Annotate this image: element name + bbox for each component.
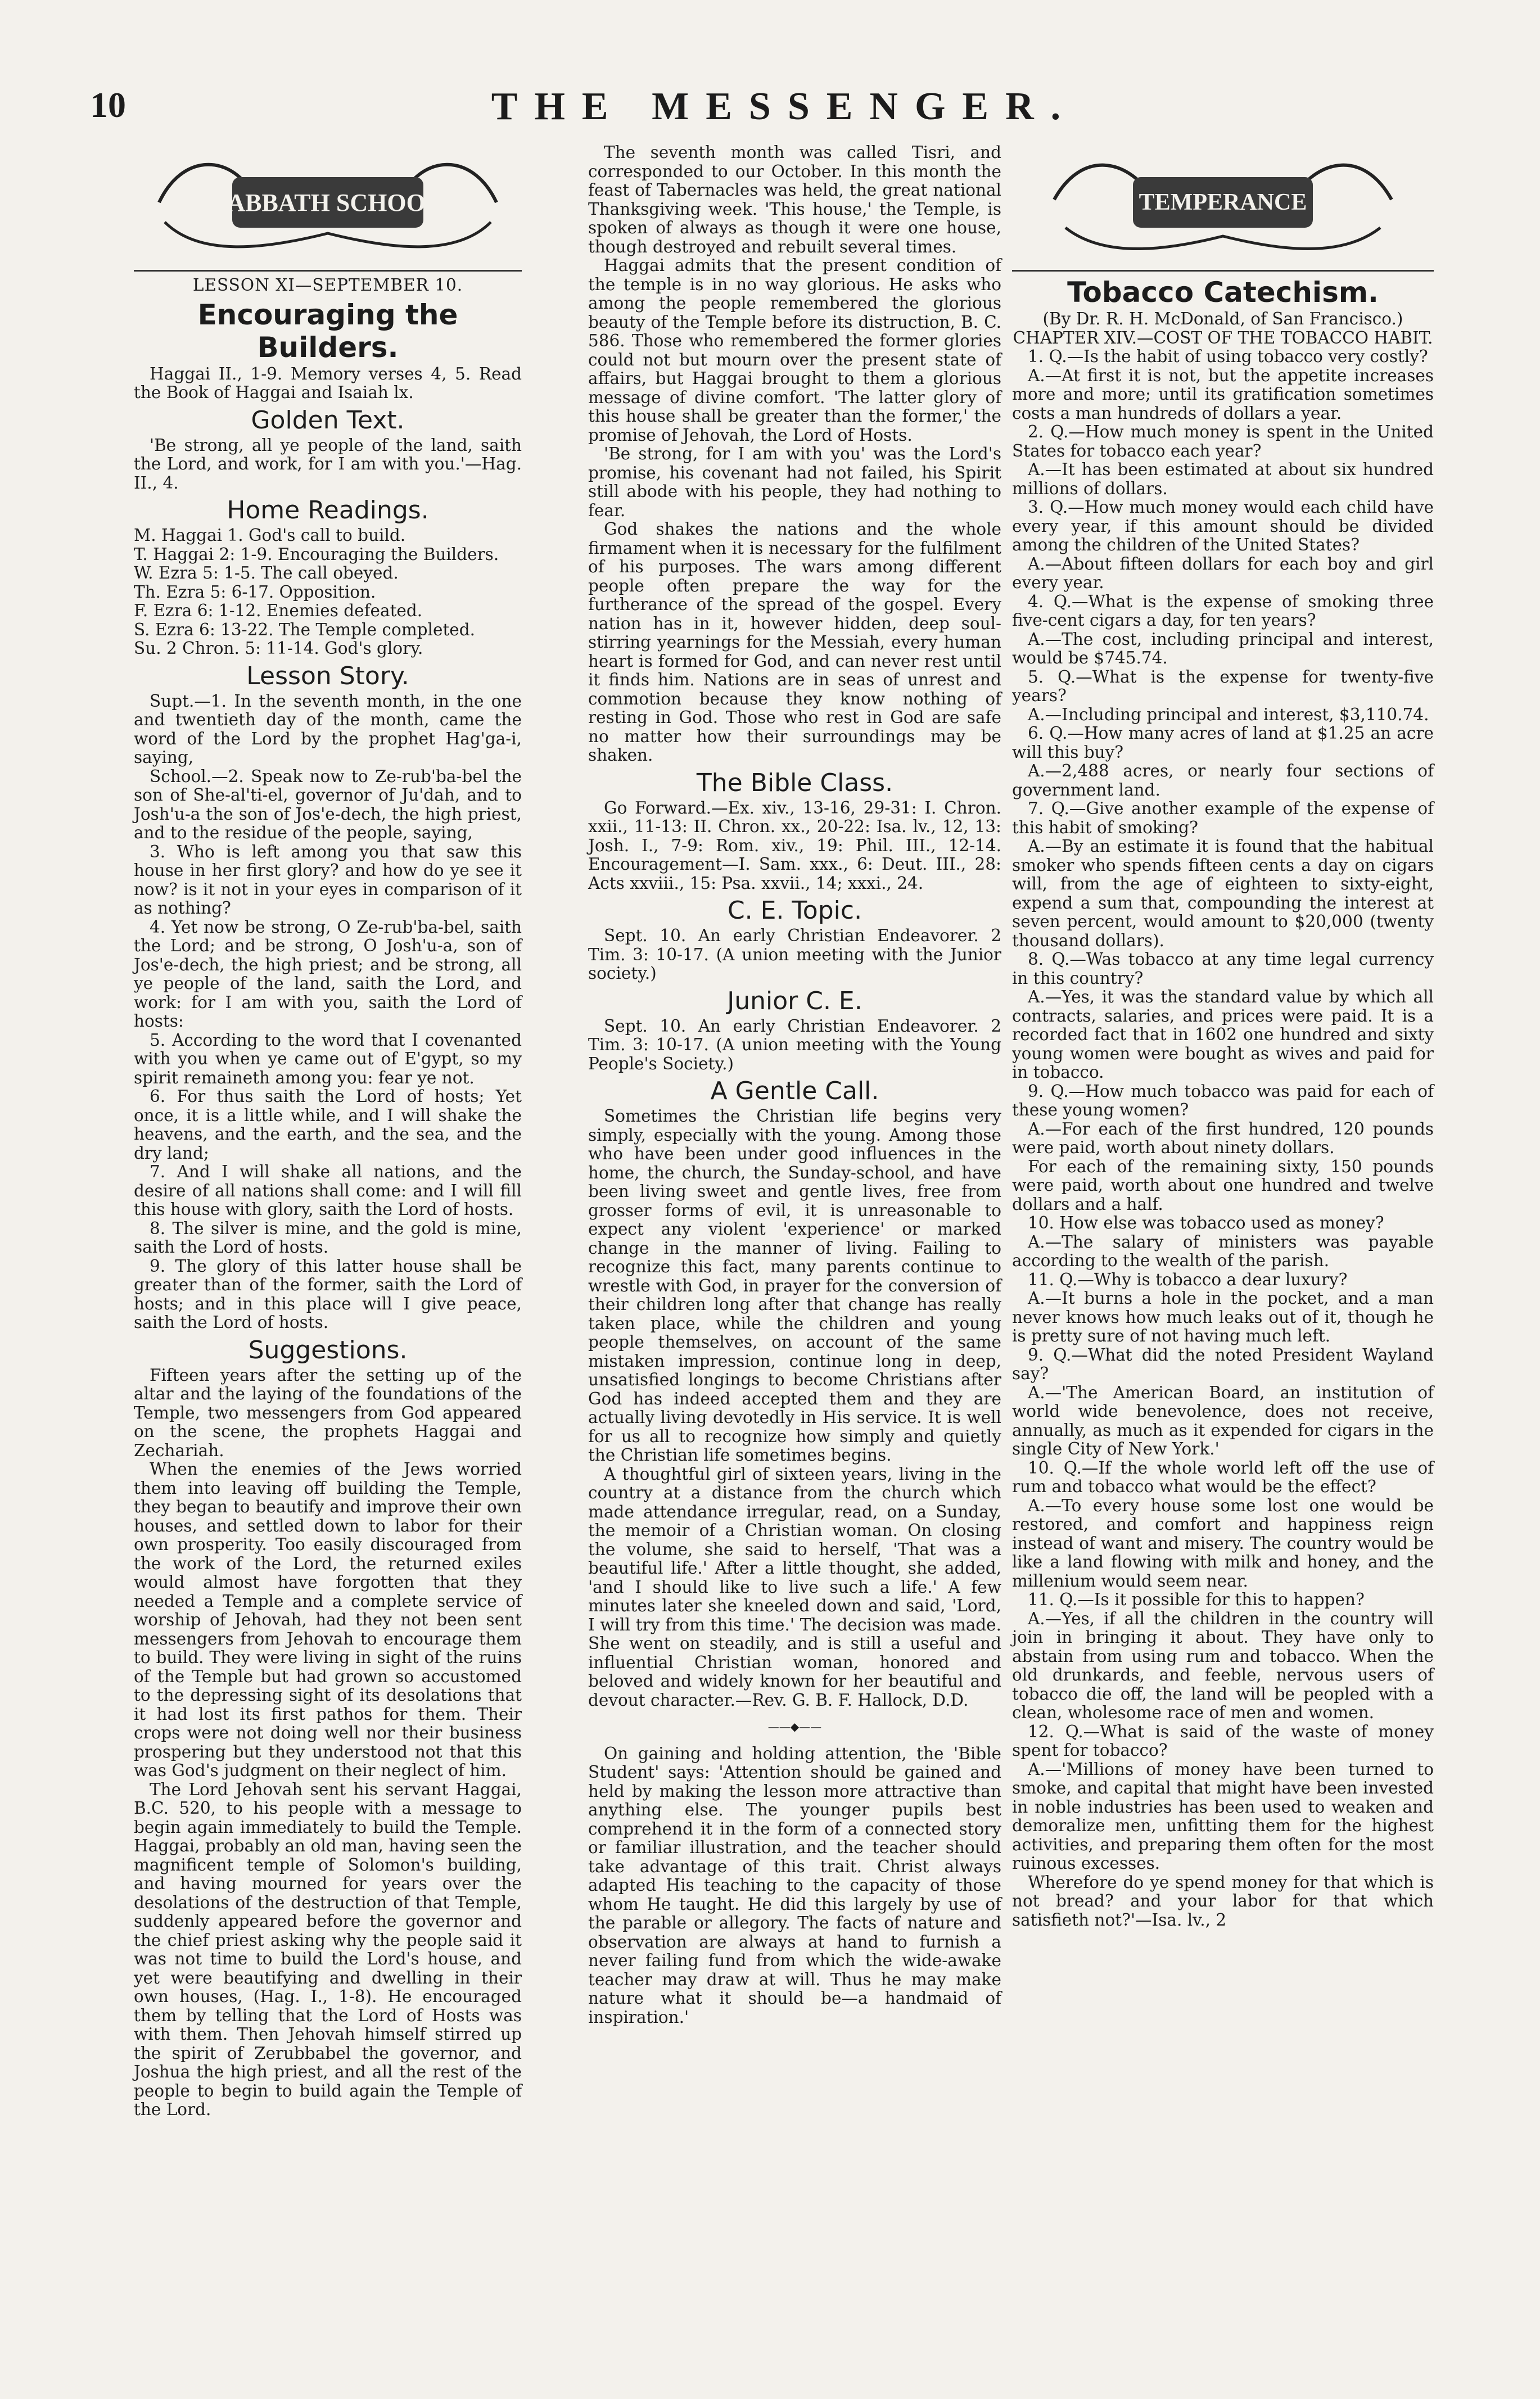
qa-entry: A.—Including principal and interest, $3,110.74. — [1028, 704, 1429, 724]
lesson-line: LESSON XI—SEPTEMBER 10. — [192, 275, 463, 295]
divider — [134, 270, 522, 272]
qa-entry: 4. Q.—What is the expense of smoking three five-cent cigars a day, for ten years? — [1012, 591, 1434, 630]
page-number: 10 — [90, 85, 126, 125]
divider — [1012, 270, 1434, 272]
qa-entry: 11. Q.—Why is tobacco a dear luxury? — [1028, 1269, 1348, 1289]
qa-entry: A.—To every house some lost one would be restored, and comfort and happiness reign instead of want and misery. The country would be like a land flowing with milk and honey, and the millenium would seem near. — [1012, 1496, 1434, 1591]
ornamental-banner-icon — [148, 143, 508, 261]
paper-title: THE MESSENGER. — [491, 85, 1078, 128]
home-readings-heading: Home Readings. — [227, 496, 429, 525]
junior-ce-text: Sept. 10. An early Christian Endeavorer. 2 Tim. 3: 10-17. (A union meeting with the Young People's Society.) — [588, 1016, 1001, 1073]
masthead — [90, 84, 1479, 135]
gentle-call-paragraph: A thoughtful girl of sixteen years, living in the country at a distance from the church which made attendance irregular, read, on a Sunday, the memoir of a Christian woman. On closing the volume, she said to herself, 'That was a beautiful life.' After a little thought, she added, 'and I should like to live such a life.' A few minutes later she kneeled down and said, 'Lord, I will try from this time.' The decision was made. She went on steadily, and is still a useful and influential Christian woman, honored and beloved and widely known for her beautiful and devout character.—Rev. G. B. F. Hallock, D.D. — [588, 1464, 1001, 1710]
reading-item: Su. 2 Chron. 5: 11-14. God's glory. — [134, 639, 423, 658]
chapter-line: CHAPTER XIV.—COST OF THE TOBACCO HABIT. — [1013, 328, 1433, 347]
qa-entry: A.—About fifteen dollars for each boy and girl every year. — [1012, 554, 1434, 592]
story-verse: Supt.—1. In the seventh month, in the one and twentieth day of the month, came the word of the Lord by the prophet Hag'ga-i, saying, — [134, 691, 522, 767]
suggestion-paragraph: When the enemies of the Jews worried them into leaving off building the Temple, they began to beautify and improve their own houses, and settled down to labor for their own prosperity. Too easily discouraged from the work of the Lord, the returned exiles would almost have forgotten that they needed a Temple and a complete service of worship of Jehovah, had they not been sent messengers from Jehovah to encourage them to build. They were living in sight of the ruins of the Temple but had grown so accustomed to the depressing sight of its desolations that it had lost its first pathos for them. Their crops were not doing well nor their business prospering but they understood not that this was God's judgment on their neglect of him. — [134, 1460, 522, 1780]
suggestion-paragraph: Fifteen years after the setting up of the altar and the laying of the foundations of the Temple, two messengers from God appeared on the scene, the prophets Haggai and Zechariah. — [134, 1365, 522, 1460]
qa-entry: A.—Yes, it was the standard value by which all contracts, salaries, and prices were paid. It is a recorded fact that in 1602 one hundred and sixty young women were bought as wives and paid for in tobacco. — [1012, 987, 1434, 1082]
qa-entry: 9. Q.—What did the noted President Wayland say? — [1012, 1345, 1434, 1383]
qa-entry: 7. Q.—Give another example of the expense of this habit of smoking? — [1012, 799, 1434, 837]
temperance-banner — [1012, 141, 1434, 264]
qa-list — [1012, 347, 1434, 1930]
gentle-call-heading: A Gentle Call. — [710, 1077, 879, 1105]
story-verse: 7. And I will shake all nations, and the desire of all nations shall come: and I will fill this house with glory, saith the Lord of hosts. — [134, 1162, 522, 1219]
suggestions-heading: Suggestions. — [248, 1335, 408, 1365]
ce-topic-heading: C. E. Topic. — [727, 896, 862, 925]
column-left — [134, 141, 522, 2120]
qa-entry: 10. How else was tobacco used as money? — [1028, 1213, 1384, 1232]
ornamental-banner-icon — [1043, 143, 1403, 261]
banner-label: TEMPERANCE — [1139, 189, 1307, 215]
story-verse: 4. Yet now be strong, O Ze-rub'ba-bel, saith the Lord; and be strong, O Josh'u-a, son of Jos'e-dech, the high priest; and be strong, all ye people of the land, saith the Lord, and work: for I am with you, saith the Lord of hosts: — [134, 917, 522, 1031]
story-verse: 3. Who is left among you that saw this house in her first glory? and how do ye see it now? is it not in your eyes in comparison of it as nothing? — [134, 842, 522, 918]
banner-label: SABBATH SCHOOL — [213, 189, 442, 216]
qa-entry: A.—It has been estimated at about six hundred millions of dollars. — [1012, 460, 1434, 498]
qa-entry: 2. Q.—How much money is spent in the United States for tobacco each year? — [1012, 422, 1434, 460]
column-right — [1012, 141, 1434, 1930]
golden-text: 'Be strong, all ye people of the land, saith the Lord, and work, for I am with you.'—Hag. II., 4. — [134, 435, 522, 493]
bible-class-heading: The Bible Class. — [696, 768, 893, 797]
qa-entry: A.—The cost, including principal and interest, would be $745.74. — [1012, 629, 1434, 667]
reading-item: T. Haggai 2: 1-9. Encouraging the Builders. — [134, 544, 499, 564]
qa-entry: 11. Q.—Is it possible for this to happen? — [1028, 1590, 1365, 1609]
qa-entry: A.—For each of the first hundred, 120 pounds were paid, worth about ninety dollars. — [1012, 1119, 1434, 1157]
intro-paragraph: Haggai admits that the present condition of the temple is in no way glorious. He asks who among the people remembered the glorious beauty of the Temple before its distruction, B. C. 586. Those who remembered the former glories could not but mourn over the present state of affairs, but Haggai brought to them a glorious message of divine comfort. 'The latter glory of this house shall be greater than the former,' the promise of Jehovah, the Lord of Hosts. — [588, 256, 1001, 445]
qa-entry: 6. Q.—How many acres of land at $1.25 an acre will this buy? — [1012, 724, 1434, 762]
qa-entry: 10. Q.—If the whole world left off the use of rum and tobacco what would be the effect? — [1012, 1458, 1434, 1496]
column-middle — [588, 143, 1001, 2027]
qa-entry: Wherefore do ye spend money for that which is not bread? and your labor for that which satisfieth not?'—Isa. lv., 2 — [1012, 1872, 1434, 1930]
lesson-story-heading: Lesson Story. — [246, 661, 409, 690]
qa-entry: A.—At first it is not, but the appetite increases more and more; until its gratification sometimes costs a man hundreds of dollars a year. — [1012, 365, 1434, 423]
qa-entry: 1. Q.—Is the habit of using tobacco very costly? — [1028, 347, 1428, 366]
ce-topic-text: Sept. 10. An early Christian Endeavorer. 2 Tim. 3: 10-17. (A union meeting with the Junior society.) — [588, 926, 1001, 983]
closing-paragraph: On gaining and holding attention, the 'Bible Student' says: 'Attention should be gained and held by making the lesson more attractive than anything else. The younger pupils best comprehend it in the form of a connected story or familiar illustration, and the teacher should take advantage of this trait. Christ always adapted His teaching to the capacity of those whom He taught. He did this largely by use of the parable or allegory. The facts of nature and observation are always at hand to furnish a never failing fund from which the wide-awake teacher may draw at will. Thus he may make nature what it should be—a handmaid of inspiration.' — [588, 1743, 1001, 2027]
qa-entry: A.—Yes, if all the children in the country will join in bringing it about. They have only to abstain from using rum and tobacco. When the old drunkards, and feeble, nervous users of tobacco die off, the land will be peopled with a clean, wholesome race of men and women. — [1012, 1609, 1434, 1722]
qa-entry: A.—2,488 acres, or nearly four sections of government land. — [1012, 761, 1434, 799]
memory-verses: Haggai II., 1-9. Memory verses 4, 5. Read the Book of Haggai and Isaiah lx. — [134, 364, 522, 402]
qa-entry: 5. Q.—What is the expense for twenty-five years? — [1012, 667, 1434, 705]
golden-text-heading: Golden Text. — [251, 405, 405, 435]
home-readings-list — [134, 526, 522, 658]
reading-item: S. Ezra 6: 13-22. The Temple completed. — [134, 620, 476, 639]
catechism-title: Tobacco Catechism. — [1067, 276, 1379, 309]
section-divider-icon: ——◆—— — [767, 1720, 822, 1733]
story-verse: 6. For thus saith the Lord of hosts; Yet once, it is a little while, and I will shake the heavens, and the earth, and the sea, and the dry land; — [134, 1087, 522, 1163]
story-verse: 8. The silver is mine, and the gold is mine, saith the Lord of hosts. — [134, 1218, 522, 1257]
story-verse: 9. The glory of this latter house shall be greater than of the former, saith the Lord of hosts; and in this place will I give peace, saith the Lord of hosts. — [134, 1256, 522, 1332]
reading-item: W. Ezra 5: 1-5. The call obeyed. — [134, 563, 399, 582]
reading-item: F. Ezra 6: 1-12. Enemies defeated. — [134, 601, 423, 620]
story-verse: School.—2. Speak now to Ze-rub'ba-bel the son of She-al'ti-el, governor of Ju'dah, and to Josh'u-a the son of Jos'e-dech, the high priest, and to the residue of the people, saying, — [134, 766, 522, 842]
qa-entry: A.—'The American Board, an institution of world wide benevolence, does not receive, annually, as much as it expended for cigars in the single City of New York.' — [1012, 1383, 1434, 1458]
sabbath-school-banner — [134, 141, 522, 264]
suggestion-paragraph: The Lord Jehovah sent his servant Haggai, B.C. 520, to his people with a message to begin again immediately to build the Temple. Haggai, probably an old man, having seen the magnificent temple of Solomon's building, and having mourned for years over the desolations of the destruction of that Temple, suddenly appeared before the governor and the chief priest asking why the people said it was not time to build the Lord's house, and yet were beautifying and dwelling in their own houses, (Hag. I., 1-8). He encouraged them by telling that the Lord of Hosts was with them. Then Jehovah himself stirred up the spirit of Zerubbabel the governor, and Joshua the high priest, and all the rest of the people to begin to build again the Temple of the Lord. — [134, 1779, 522, 2119]
qa-entry: 12. Q.—What is said of the waste of money spent for tobacco? — [1012, 1722, 1434, 1760]
qa-entry: 8. Q.—Was tobacco at any time legal currency in this country? — [1012, 950, 1434, 988]
qa-entry: 3. Q.—How much money would each child have every year, if this amount should be divided among the children of the United States? — [1012, 498, 1434, 554]
reading-item: Th. Ezra 5: 6-17. Opposition. — [134, 582, 376, 602]
story-verse: 5. According to the word that I covenanted with you when ye came out of E'gypt, so my spirit remaineth among you: fear ye not. — [134, 1030, 522, 1087]
qa-entry: A.—The salary of ministers was payable according to the wealth of the parish. — [1012, 1232, 1434, 1270]
qa-entry: A.—It burns a hole in the pocket, and a man never knows how much leaks out of it, though he is pretty sure of not having much left. — [1012, 1289, 1434, 1345]
intro-paragraph: The seventh month was called Tisri, and corresponded to our October. In this month the feast of Tabernacles was held, the great national Thanksgiving week. 'This house,' the Temple, is spoken of always as though it were one house, though destroyed and rebuilt several times. — [588, 143, 1001, 256]
lesson-title: Encouraging the Builders. — [197, 298, 458, 364]
gentle-call-paragraph: Sometimes the Christian life begins very simply, especially with the young. Among those who have been under good influences in the home, the church, the Sunday-school, and have been living sweet and gentle lives, free from grosser forms of evil, it is unreasonable to expect any violent 'experience' or marked change in the manner of living. Failing to recognize this fact, many parents continue to wrestle with God, in prayer for the conversion of their children long after that change has really taken place, while the children and young people themselves, on account of the same mistaken impression, continue long in deep, unsatisfied longings to become Christians after God has indeed accepted them and they are actually living devotedly in His service. It is well for us all to recognize how simply and quietly the Christian life sometimes begins. — [588, 1106, 1001, 1465]
intro-paragraph: God shakes the nations and the whole firmament when it is necessary for the fulfilment of his purposes. The wars among different people often prepare the way for the furtherance of the spread of the gospel. Every nation has in it, however hidden, deep soul-stirring yearnings for the Messiah, every human heart is formed for God, and can never rest until it finds him. Nations are in seas of unrest and commotion because they know nothing of resting in God. Those who rest in God are safe no matter how their surroundings may be shaken. — [588, 519, 1001, 765]
qa-entry: A.—'Millions of money have been turned to smoke, and capital that might have been invested in noble industries has been used to weaken and demoralize men, unfitting them for the highest activities, and preparing them often for the most ruinous excesses. — [1012, 1759, 1434, 1873]
qa-entry: 9. Q.—How much tobacco was paid for each of these young women? — [1012, 1081, 1434, 1119]
intro-paragraph: 'Be strong, for I am with you' was the Lord's promise, his covenant had not failed, his Spirit still abode with his people, they had nothing to fear. — [588, 444, 1001, 520]
reading-item: M. Haggai 1. God's call to build. — [134, 526, 406, 545]
author-line: (By Dr. R. H. McDonald, of San Francisco.) — [1042, 309, 1403, 328]
bible-class-text: Go Forward.—Ex. xiv., 13-16, 29-31: I. Chron. xxii., 11-13: II. Chron. xx., 20-22: Isa. lv., 12, 13: Josh. I., 7-9: Rom. xiv., 19: Phil. III., 12-14. Encouragement—I. Sam. xxx., 6: Deut. III., 28: Acts xxviii., 15: Psa. xxvii., 14; xxxi., 24. — [588, 798, 1001, 893]
qa-entry: For each of the remaining sixty, 150 pounds were paid, worth about one hundred and twelve dollars and a half. — [1012, 1156, 1434, 1214]
junior-ce-heading: Junior C. E. — [727, 986, 862, 1015]
qa-entry: A.—By an estimate it is found that the habitual smoker who spends fifteen cents a day on cigars will, from the age of eighteen to sixty-eight, expend a sum that, compounding the interest at seven percent, would amount to $20,000 (twenty thousand dollars). — [1012, 837, 1434, 950]
